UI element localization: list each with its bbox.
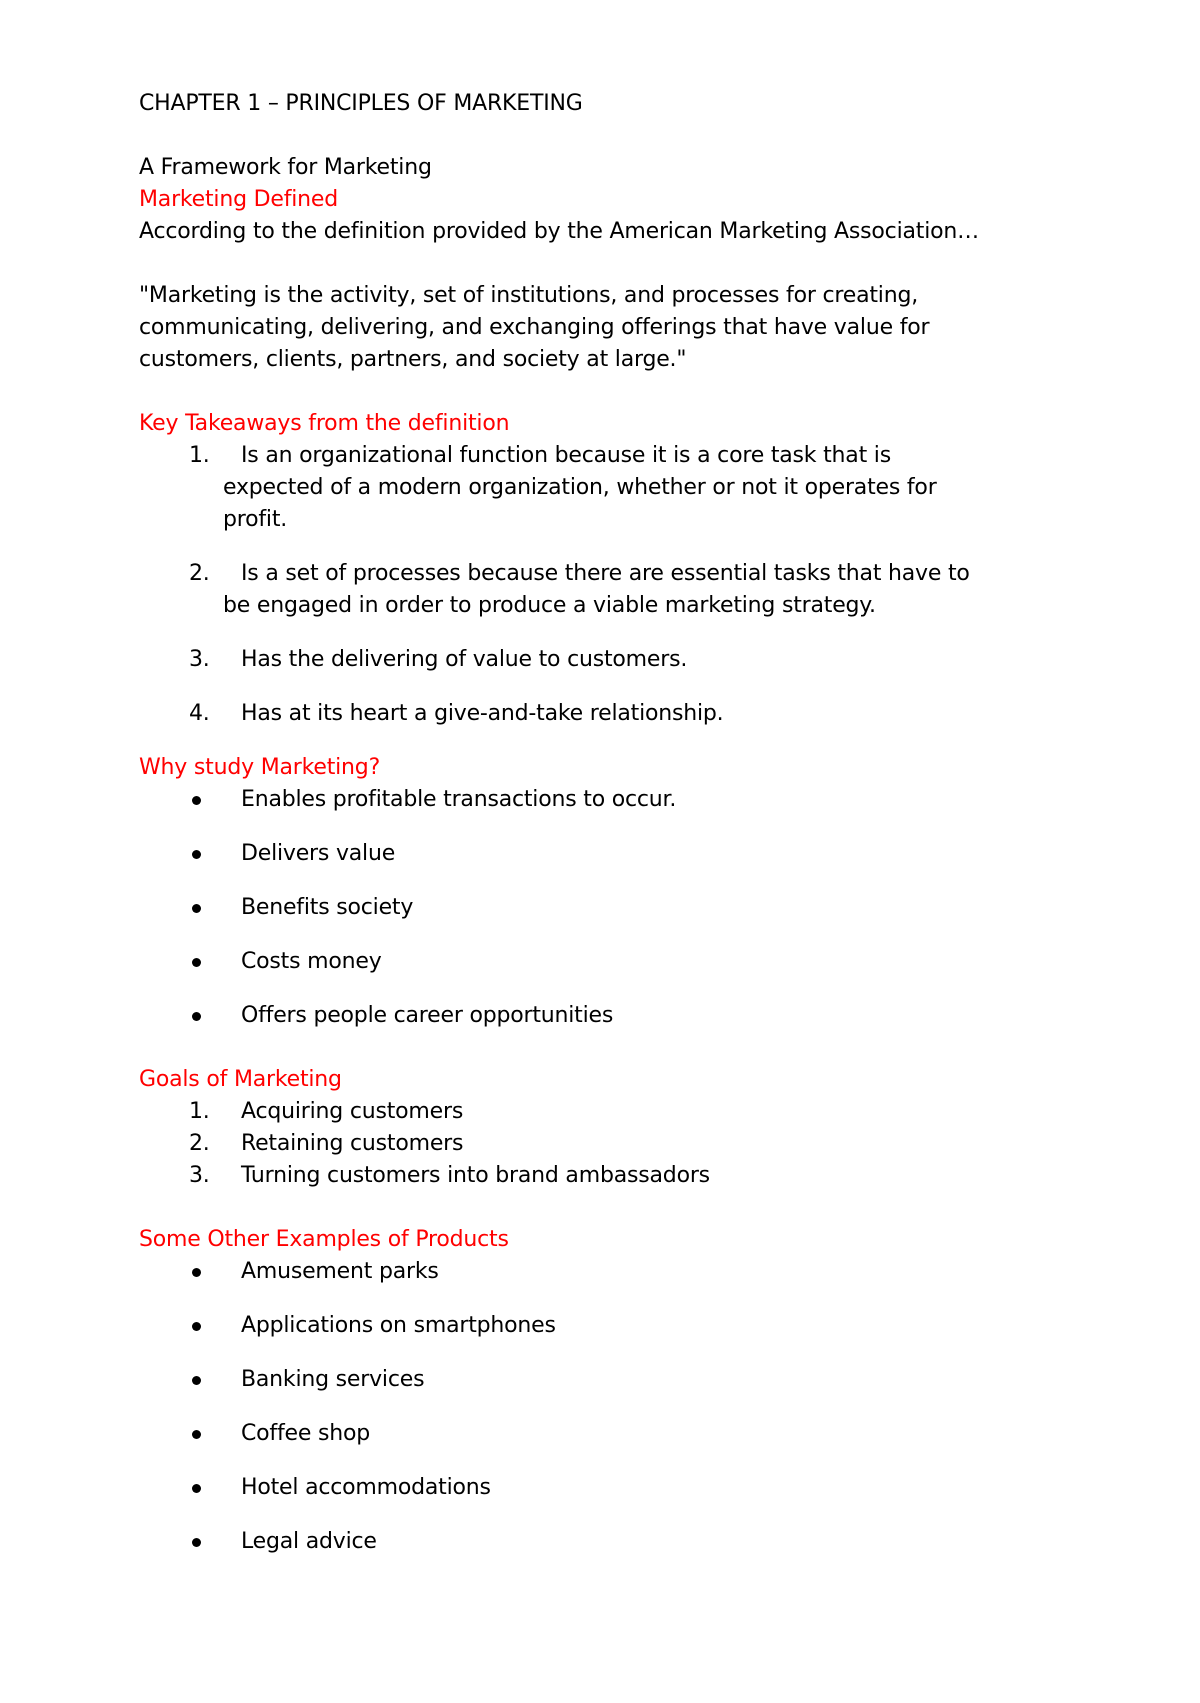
bullet-item [139,1472,1079,1504]
list-item-text: Turning customers into brand ambassadors [241,1163,710,1188]
list-item [139,1160,1079,1192]
bullet-item [139,784,1079,816]
marketing-defined-heading: Marketing Defined [139,187,339,212]
bullet-item [139,1256,1079,1288]
list-item-text: Retaining customers [241,1131,464,1156]
bullet-item-text: Banking services [241,1367,425,1392]
list-item-text: Acquiring customers [241,1099,464,1124]
bullet-icon [192,904,201,913]
list-item [139,440,1079,472]
bullet-icon [192,796,201,805]
bullet-item-text: Delivers value [241,841,396,866]
list-item [139,644,1079,676]
bullet-item-text: Offers people career opportunities [241,1003,614,1028]
bullet-item [139,1364,1079,1396]
list-number: 3. [189,1163,210,1188]
list-number: 3. [189,647,210,672]
key-takeaways-list [139,440,1079,730]
document-body [139,88,1079,1558]
why-study-list [139,784,1079,1032]
intro-line: According to the definition provided by the American Marketing Association… [139,219,979,244]
list-item [139,1096,1079,1128]
list-item-text: Is an organizational function because it is a core task that is [241,443,891,468]
goals-heading: Goals of Marketing [139,1067,342,1092]
goals-list [139,1096,1079,1192]
quote-line: "Marketing is the activity, set of institutions, and processes for creating, [139,283,919,308]
list-item-text: profit. [223,507,288,532]
list-item-text: be engaged in order to produce a viable marketing strategy. [223,593,876,618]
list-item-text: Has the delivering of value to customers. [241,647,688,672]
bullet-icon [192,1268,201,1277]
bullet-item [139,1000,1079,1032]
bullet-icon [192,1538,201,1547]
quote-line: customers, clients, partners, and society at large." [139,347,687,372]
bullet-item [139,892,1079,924]
list-number: 1. [189,443,210,468]
why-study-heading: Why study Marketing? [139,755,381,780]
bullet-item [139,1526,1079,1558]
bullet-icon [192,958,201,967]
list-item-text: Has at its heart a give-and-take relationship. [241,701,724,726]
bullet-icon [192,850,201,859]
bullet-item [139,946,1079,978]
list-item-continuation [139,504,1079,536]
list-item [139,1128,1079,1160]
bullet-icon [192,1322,201,1331]
bullet-item-text: Benefits society [241,895,414,920]
list-item [139,558,1079,590]
bullet-icon [192,1012,201,1021]
list-item-continuation [139,590,1079,622]
other-examples-list [139,1256,1079,1558]
bullet-icon [192,1484,201,1493]
bullet-item-text: Coffee shop [241,1421,371,1446]
bullet-item-text: Costs money [241,949,382,974]
bullet-item-text: Hotel accommodations [241,1475,491,1500]
list-number: 1. [189,1099,210,1124]
bullet-item-text: Enables profitable transactions to occur. [241,787,677,812]
list-item-text: Is a set of processes because there are essential tasks that have to [241,561,970,586]
bullet-icon [192,1430,201,1439]
bullet-item [139,1418,1079,1450]
list-item-continuation [139,472,1079,504]
bullet-icon [192,1376,201,1385]
bullet-item-text: Legal advice [241,1529,377,1554]
other-examples-heading: Some Other Examples of Products [139,1227,509,1252]
list-item [139,698,1079,730]
key-takeaways-heading: Key Takeaways from the definition [139,411,510,436]
chapter-title: CHAPTER 1 – PRINCIPLES OF MARKETING [139,91,583,116]
bullet-item [139,1310,1079,1342]
bullet-item [139,838,1079,870]
bullet-item-text: Applications on smartphones [241,1313,556,1338]
bullet-item-text: Amusement parks [241,1259,439,1284]
list-number: 2. [189,1131,210,1156]
list-item-text: expected of a modern organization, whether or not it operates for [223,475,937,500]
framework-heading: A Framework for Marketing [139,155,432,180]
quote-line: communicating, delivering, and exchanging offerings that have value for [139,315,930,340]
list-number: 2. [189,561,210,586]
list-number: 4. [189,701,210,726]
